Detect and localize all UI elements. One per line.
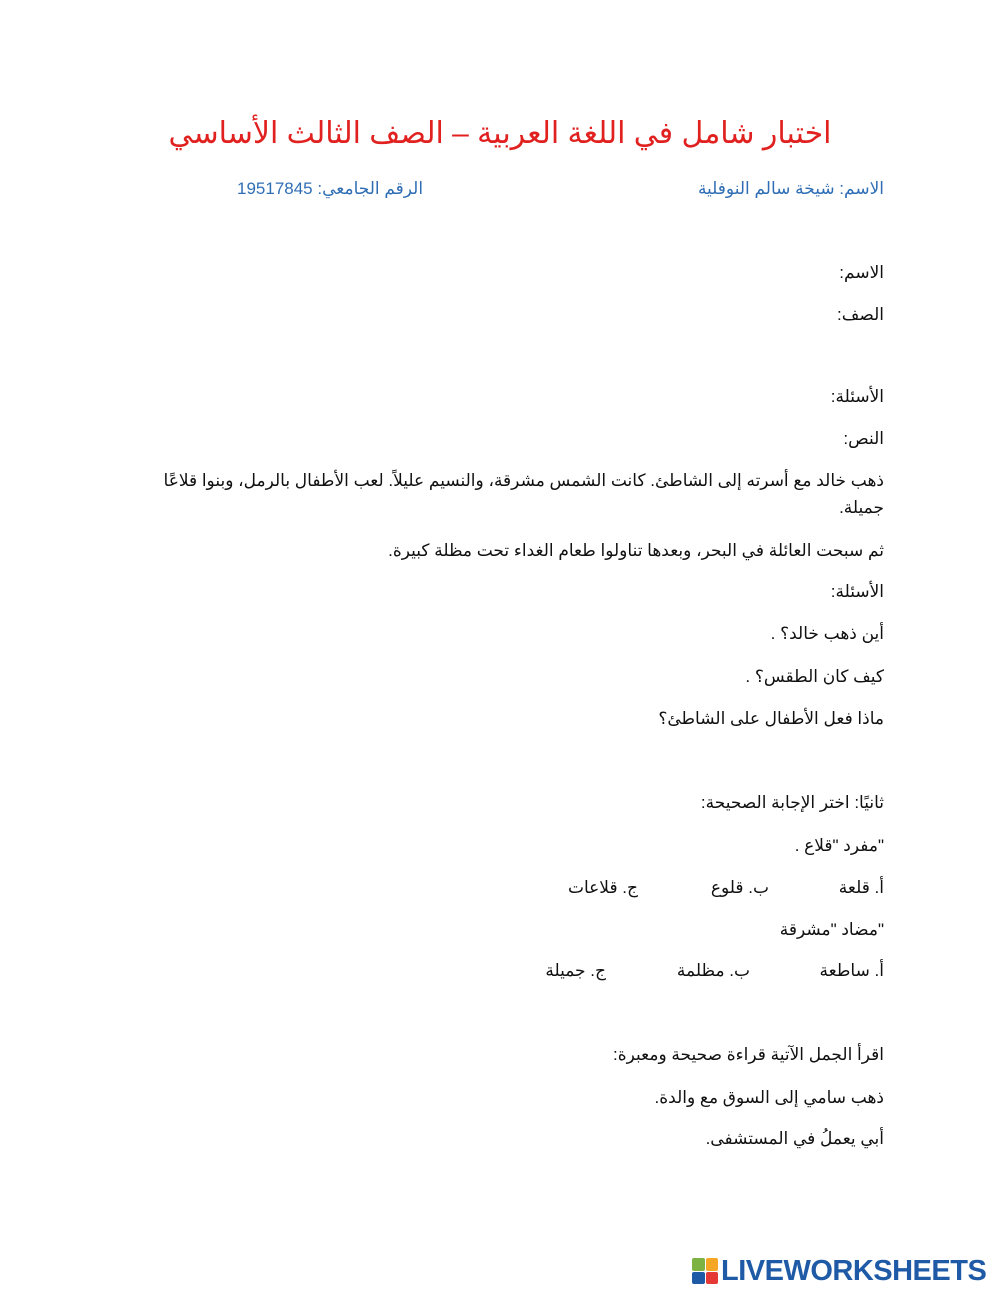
liveworksheets-logo [692, 1255, 986, 1287]
reading-paragraph-1: ذهب خالد مع أسرته إلى الشاطئ. كانت الشمس مشرقة، والنسيم عليلاً. لعب الأطفال بالرمل، وبنوا قلاعًا جميلة. [163, 471, 884, 517]
reading-sentence: أبي يعملُ في المستشفى. [705, 1129, 884, 1148]
reading-task-heading: اقرأ الجمل الآتية قراءة صحيحة ومعبرة: [613, 1045, 884, 1064]
question-item: كيف كان الطقس؟ . [745, 667, 884, 686]
mc-question-2-prompt: "مضاد "مشرقة [779, 920, 884, 939]
questions-heading-2: الأسئلة: [830, 582, 884, 601]
mc-question-2-option-b: ب. مظلمة [676, 961, 750, 980]
mc-question-2-option-c: ج. جميلة [545, 961, 606, 980]
text-heading: النص: [843, 429, 884, 448]
mc-question-1-prompt: "مفرد "قلاع . [794, 836, 884, 855]
reading-paragraph-2: ثم سبحت العائلة في البحر، وبعدها تناولوا طعام الغداء تحت مظلة كبيرة. [388, 541, 884, 560]
student-id: الرقم الجامعي: 19517845 [237, 179, 424, 198]
question-item: أين ذهب خالد؟ . [770, 624, 884, 643]
mc-question-1-option-c: ج. قلاعات [567, 878, 638, 897]
mc-question-1-option-a: أ. قلعة [838, 878, 884, 897]
liveworksheets-logo-text: LIVEWORKSHEETS [721, 1254, 987, 1287]
mc-question-2-option-a: أ. ساطعة [819, 961, 884, 980]
reading-sentence: ذهب سامي إلى السوق مع والدة. [654, 1088, 884, 1107]
liveworksheets-logo-icon [692, 1258, 718, 1284]
multiple-choice-heading: ثانيًا: اختر الإجابة الصحيحة: [700, 793, 884, 812]
question-item: ماذا فعل الأطفال على الشاطئ؟ [658, 709, 884, 728]
student-name: الاسم: شيخة سالم النوفلية [697, 179, 884, 198]
questions-heading: الأسئلة: [830, 387, 884, 406]
class-field-label: الصف: [837, 305, 884, 324]
worksheet-title: اختبار شامل في اللغة العربية – الصف الثالث الأساسي [168, 117, 832, 150]
name-field-label: الاسم: [839, 263, 884, 282]
mc-question-1-option-b: ب. قلوع [710, 878, 769, 897]
